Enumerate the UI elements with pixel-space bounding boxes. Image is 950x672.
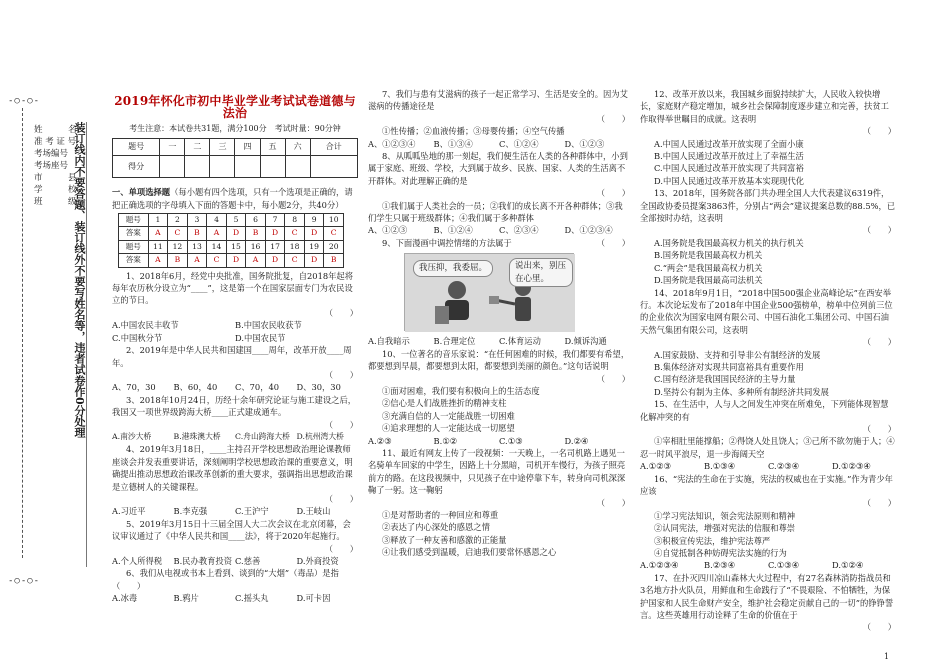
answer-table-label: 题号	[119, 214, 149, 227]
option[interactable]: D.②④	[564, 435, 589, 446]
binding-warning: 装订线内不要答题、装订线外不要写姓名等，违者试卷作0分处理	[73, 122, 86, 438]
option[interactable]: C.慈善	[235, 556, 261, 566]
list-item: ②认同宪法，增强对宪法的信服和尊崇	[654, 523, 796, 534]
question-14: 14、2018年9月1日，“2018中国500强企业高峰论坛”在西安举行。本次论坛发布了2018年中国企业500强榜单，榜单中位列前三位的企业依次为国家电网有限公司、中国石油化工集团公司、中国石油天然气集团有限公司，这表明	[640, 287, 893, 335]
answer-paren: （ ）	[324, 307, 358, 318]
score-table	[112, 138, 358, 178]
list-item: ③积极宣传宪法，维护宪法尊严	[654, 535, 771, 546]
binding-circles-top: -○-○-	[8, 96, 41, 106]
option[interactable]: B.民办教育投资	[173, 556, 233, 566]
question-13: 13、2018年，国务院各部门共办理全国人大代表建议6319件，全国政协委员提案3863件，分别占“两会”建议提案总数的88.5%，已全部按时办结，这表明	[640, 188, 896, 224]
answer-cell[interactable]: A	[148, 254, 168, 267]
question-8: 8、从呱呱坠地的那一刻起，我们便生活在人类的各种群体中，小到属于家庭、班级、学校，大到属于故乡、民族、国家、人类的生活离不开群体。对此理解正确的是	[368, 151, 628, 186]
question-number-cell: 16	[246, 240, 266, 253]
option[interactable]: B.①②	[433, 435, 458, 446]
option[interactable]: A.②③	[368, 435, 392, 446]
exam-notice: 考生注意：本试卷共31题，满分100分 考试时量：90分钟	[129, 123, 341, 133]
answer-table	[118, 213, 344, 268]
option[interactable]: C.国有经济是我国国民经济的主导力量	[654, 374, 796, 385]
list-item: ①是对帮助者的一种回应和尊重	[382, 509, 499, 520]
option[interactable]: D.国务院是我国最高司法机关	[654, 275, 763, 286]
question-number-cell: 1	[148, 214, 168, 227]
list-item: ②信心是人们战胜挫折的精神支柱	[382, 398, 507, 409]
question-number-cell: 15	[226, 240, 246, 253]
list-item: ③释放了一种友善和感激的正能量	[382, 534, 507, 545]
answer-table-label: 题号	[119, 240, 149, 253]
question-number-cell: 13	[187, 240, 207, 253]
answer-paren: （ ）	[862, 622, 896, 633]
binding-fields	[34, 124, 77, 208]
option[interactable]: B.鸦片	[173, 593, 199, 604]
option[interactable]: A.中国人民通过改革开放实现了全面小康	[654, 138, 804, 149]
options-row	[640, 559, 896, 571]
option[interactable]: B.合理定位	[433, 336, 476, 347]
question-number-cell: 6	[246, 214, 266, 227]
score-header: 二	[185, 139, 210, 156]
question-number-cell: 14	[207, 240, 227, 253]
cartoon-bubble-left: 我压抑，我委屈。	[413, 260, 493, 276]
answer-paren: （ ）	[596, 237, 630, 248]
binding-dashed-line	[22, 108, 23, 558]
option[interactable]: A.习近平	[112, 506, 146, 517]
list-item: ④让我们感受到温暖，启迪我们要常怀感恩之心	[382, 547, 557, 558]
field-class: 班 级	[34, 197, 77, 207]
option[interactable]: C.中国人民通过改革开放实现了共同富裕	[654, 163, 804, 174]
answer-cell[interactable]: C	[285, 227, 305, 240]
question-number-cell: 3	[187, 214, 207, 227]
question-2: 2、2019年是中华人民共和国建国____周年，改革开放____周年。	[112, 345, 352, 368]
column-1	[112, 88, 358, 605]
options-row	[368, 435, 630, 447]
field-name: 姓 名	[34, 125, 77, 135]
option[interactable]: A、①②③④	[368, 138, 416, 149]
option[interactable]: B.港珠澳大桥	[173, 431, 221, 441]
answer-paren: （ ）	[862, 225, 896, 236]
option[interactable]: C、①②④	[499, 138, 539, 149]
question-1: 1、2018年6月，经党中央批准，国务院批复，自2018年起将每年农历秋分设立为“____”，这是第一个在国家层面专门为农民设立的节日。	[112, 270, 354, 306]
answer-cell[interactable]: D	[226, 254, 246, 267]
option[interactable]: A.国家鼓励、支持和引导非公有制经济的发展	[654, 349, 821, 360]
question-15-items: ①宰相肚里能撑船；②得饶人处且饶人；③己所不欲勿施于人；④忍一时风平浪尽，退一步海阔天空	[640, 436, 895, 459]
question-3: 3、2018年10月24日，历经十余年研究论证与施工建设之后，我国又一项世界级跨海大桥____正式建成通车。	[112, 394, 357, 418]
option[interactable]: A.中国农民丰收节	[112, 320, 179, 331]
option[interactable]: A.自我暗示	[368, 336, 410, 347]
option[interactable]: B、①③④	[433, 138, 473, 149]
question-number-cell: 20	[324, 240, 344, 253]
question-6: 6、我们从电视或书本上看到、谈到的“大烟”（毒品）是指（ ）	[112, 568, 339, 591]
options-row	[112, 592, 358, 604]
option[interactable]: C.王沪宁	[235, 506, 269, 517]
option[interactable]: C.体育运动	[499, 336, 541, 347]
binding-solid-line	[86, 122, 96, 567]
options-row	[368, 224, 630, 236]
option[interactable]: D.倾诉沟通	[564, 336, 607, 347]
option[interactable]: B.中国农民收获节	[235, 320, 302, 331]
answer-paren: （ ）	[862, 498, 896, 509]
options-row	[112, 431, 358, 443]
section1-header	[112, 186, 358, 211]
binding-circles-bottom: -○-○-	[8, 576, 41, 586]
option[interactable]: B.集体经济对实现共同富裕具有重要作用	[654, 361, 804, 372]
option[interactable]: B、①②④	[433, 225, 473, 236]
question-number-cell: 10	[324, 214, 344, 227]
option[interactable]: A.国务院是我国最高权力机关的执行机关	[654, 237, 804, 248]
question-7-items: ①性传播；②血液传播；③母婴传播；④空气传播	[382, 126, 565, 137]
answer-paren: （ ）	[596, 373, 630, 384]
score-cell[interactable]	[160, 156, 185, 178]
option[interactable]: B.国务院是我国最高权力机关	[654, 250, 763, 261]
field-seat-number: 考场座号	[34, 161, 69, 171]
question-5: 5、2019年3月15日十三届全国人大二次会议在北京闭幕，会议审议通过了《中华人民共和国____法》，将于2020年起施行。	[112, 518, 351, 542]
answer-cell[interactable]: C	[324, 227, 344, 240]
options-row	[368, 138, 630, 150]
answer-cell[interactable]: D	[304, 227, 324, 240]
field-school: 学 校	[34, 185, 77, 195]
question-number-cell: 2	[168, 214, 188, 227]
field-exam-id: 准 考 证 号	[34, 137, 77, 147]
option[interactable]: D、①②③④	[564, 225, 613, 236]
question-7: 7、我们与患有艾滋病的孩子一起正常学习、生活是安全的。因为艾滋病的传播途径是	[368, 89, 628, 112]
list-item: ④自觉抵制各种妨碍宪法实施的行为	[654, 548, 787, 559]
question-number-cell: 18	[285, 240, 305, 253]
question-17: 17、在扑灭四川凉山森林大火过程中，有27名森林消防指战员和3名地方扑火队员，用鲜血和生命践行了“不畏艰险、不怕牺牲，为保护国家和人民生命财产安全，维护社会稳定贡献自己的一切”的铮铮誓言。这些英雄用行动诠释了生命的价值在于	[640, 572, 894, 621]
option[interactable]: A、①②③	[368, 225, 408, 236]
question-number-cell: 7	[265, 214, 285, 227]
answer-cell[interactable]: A	[207, 227, 227, 240]
option[interactable]: D.①②④	[832, 560, 864, 571]
score-header: 合计	[310, 139, 357, 156]
section1-instructions: （每小题有四个选项，只有一个选项是正确的，请把正确选项的字母填入下面的答题卡中，每小题2分，共40分）	[112, 187, 353, 210]
option[interactable]: B、60，40	[173, 382, 218, 393]
cartoon-bubble-right: 说出来，别压在心里。	[509, 258, 573, 287]
answer-paren: （ ）	[596, 113, 630, 124]
question-number-cell: 19	[304, 240, 324, 253]
option[interactable]: A.冰毒	[112, 593, 138, 604]
option[interactable]: D、30，30	[296, 382, 341, 393]
option[interactable]: B.李克强	[173, 506, 208, 517]
option[interactable]: C.舟山跨海大桥	[235, 431, 290, 441]
field-city-county: 市 县	[34, 173, 77, 183]
list-item: ④追求理想的人一定能达成一切愿望	[382, 423, 515, 434]
option[interactable]: D、①②③	[564, 138, 605, 149]
answer-paren: （ ）	[862, 337, 896, 348]
option[interactable]: A.南沙大桥	[112, 431, 152, 441]
answer-cell[interactable]: A	[148, 227, 168, 240]
options-row	[112, 319, 358, 331]
score-cell[interactable]	[260, 156, 285, 178]
answer-cell[interactable]: D	[265, 227, 285, 240]
option[interactable]: D.杭州湾大桥	[296, 431, 344, 441]
page-number: 1	[884, 652, 890, 661]
question-9-row	[368, 237, 630, 249]
score-cell[interactable]	[210, 156, 235, 178]
question-number-cell: 4	[207, 214, 227, 227]
option[interactable]: C.“两会”是我国最高权力机关	[654, 262, 763, 273]
score-cell[interactable]	[285, 156, 310, 178]
list-item: ①学习宪法知识，领会宪法原则和精神	[654, 510, 796, 521]
option[interactable]: D.①②③④	[832, 461, 871, 472]
score-header: 六	[285, 139, 310, 156]
list-item: ①面对困难，我们要有积极向上的生活态度	[382, 385, 540, 396]
exam-title: 2019年怀化市初中毕业学业考试试卷道德与法治	[114, 94, 356, 121]
question-11: 11、最近有网友上传了一段视频：一天晚上，一名司机路上遇见一名骑单车回家的中学生，因路上十分黑暗，司机开车慢行，为孩子照亮前方的路。在这段视频中，只见孩子在中途停靠下车，转身向司机深深鞠了一躬。这一鞠躬	[368, 447, 626, 496]
options-row	[640, 460, 896, 472]
option[interactable]: C.①③④	[768, 560, 800, 571]
question-15: 15、在生活中，人与人之间发生冲突在所难免，下列能体现智慧化解冲突的有	[640, 399, 889, 422]
answer-table-label: 答案	[119, 227, 149, 240]
answer-cell[interactable]: B	[187, 227, 207, 240]
section1-heading: 一、单项选择题	[112, 187, 171, 198]
option[interactable]: C.①③	[499, 435, 523, 446]
answer-paren: （ ）	[862, 126, 896, 137]
options-row	[112, 505, 358, 517]
option[interactable]: D.可卡因	[296, 593, 331, 604]
options-row	[112, 332, 358, 344]
column-3	[640, 88, 896, 634]
option[interactable]: D.坚持公有制为主体、多种所有制经济共同发展	[654, 386, 829, 397]
option[interactable]: D.王岐山	[296, 506, 331, 517]
question-10: 10、一位著名的音乐家说：“在任何困难的时候，我们都要有希望，都要想到早晨，都要想到太阳，都要想到美丽的颜色。”这句话说明	[368, 348, 630, 372]
option[interactable]: C、70，40	[235, 382, 280, 393]
question-12: 12、改革开放以来，我国城乡面貌持续扩大，人民收入较快增长，家庭财产稳定增加，城乡社会保障制度逐步建立和完善，扶贫工作取得举世瞩目的成就。这表明	[640, 89, 889, 124]
answer-paren: （ ）	[324, 493, 358, 504]
score-cell[interactable]	[235, 156, 260, 178]
option[interactable]: C.②③④	[768, 461, 800, 472]
option[interactable]: D.中国农民节	[235, 332, 286, 343]
score-cell[interactable]	[185, 156, 210, 178]
option[interactable]: C.中国秋分节	[112, 332, 163, 343]
list-item: ③充满自信的人一定能战胜一切困难	[382, 410, 515, 421]
option[interactable]: A.个人所得税	[112, 556, 163, 566]
option[interactable]: B.②③④	[704, 560, 736, 571]
option[interactable]: B.①③④	[704, 461, 736, 472]
answer-paren: （ ）	[324, 369, 358, 380]
answer-paren: （ ）	[862, 423, 896, 434]
question-number-cell: 9	[304, 214, 324, 227]
options-row	[368, 335, 630, 347]
option[interactable]: A.①②③	[640, 461, 671, 472]
binding-margin	[8, 0, 92, 672]
answer-paren: （ ）	[596, 497, 630, 508]
cartoon-image	[404, 253, 574, 331]
answer-paren: （ ）	[324, 419, 358, 430]
question-4: 4、2019年3月18日，____主持召开学校思想政治理论课教师座谈会并发表重要讲话，深刻阐明学校思想政治课的重要意义，明确提出推动思想政治课改革创新的重大要求，强调指出思想政治课是立德树人的关键课程。	[112, 444, 353, 492]
score-header: 一	[160, 139, 185, 156]
answer-cell[interactable]: A	[187, 254, 207, 267]
question-9: 9、下面漫画中调控情绪的方法属于	[382, 237, 512, 248]
score-header: 题号	[113, 139, 160, 156]
field-room-number: 考场编号	[34, 149, 69, 159]
answer-cell[interactable]: B	[246, 227, 266, 240]
answer-paren: （ ）	[324, 543, 358, 554]
option[interactable]: C、②③④	[499, 225, 539, 236]
question-number-cell: 11	[148, 240, 168, 253]
option[interactable]: D.外商投资	[296, 556, 339, 566]
score-row-label: 得分	[113, 156, 160, 178]
option[interactable]: A、70，30	[112, 382, 156, 393]
answer-cell[interactable]: C	[207, 254, 227, 267]
option[interactable]: B.中国人民通过改革开放过上了幸福生活	[654, 151, 804, 162]
question-number-cell: 5	[226, 214, 246, 227]
score-cell[interactable]	[310, 156, 357, 178]
column-2	[368, 88, 630, 559]
answer-cell[interactable]: B	[324, 254, 344, 267]
option[interactable]: C.摇头丸	[235, 593, 269, 604]
options-row	[112, 555, 358, 567]
question-16: 16、“宪法的生命在于实施，宪法的权威也在于实施。”作为青少年应该	[640, 473, 893, 496]
answer-cell[interactable]: A	[246, 254, 266, 267]
answer-paren: （ ）	[596, 188, 630, 199]
score-header: 五	[260, 139, 285, 156]
question-number-cell: 12	[168, 240, 188, 253]
question-number-cell: 17	[265, 240, 285, 253]
answer-cell[interactable]: D	[226, 227, 246, 240]
option[interactable]: A.①②③④	[640, 560, 679, 571]
score-header: 三	[210, 139, 235, 156]
list-item: ②表达了内心深处的感恩之情	[382, 522, 490, 533]
answer-cell[interactable]: D	[265, 254, 285, 267]
options-row	[112, 381, 358, 393]
answer-cell[interactable]: C	[285, 254, 305, 267]
score-header: 四	[235, 139, 260, 156]
answer-cell[interactable]: C	[168, 227, 188, 240]
answer-cell[interactable]: B	[168, 254, 188, 267]
answer-cell[interactable]: D	[304, 254, 324, 267]
answer-table-label: 答案	[119, 254, 149, 267]
question-number-cell: 8	[285, 214, 305, 227]
question-8-items: ①我们属于人类社会的一员；②我们的成长离不开各种群体；③我们学生只属于班级群体；④我们属于多种群体	[368, 200, 623, 224]
option[interactable]: D.中国人民通过改革开放基本实现现代化	[654, 175, 805, 186]
